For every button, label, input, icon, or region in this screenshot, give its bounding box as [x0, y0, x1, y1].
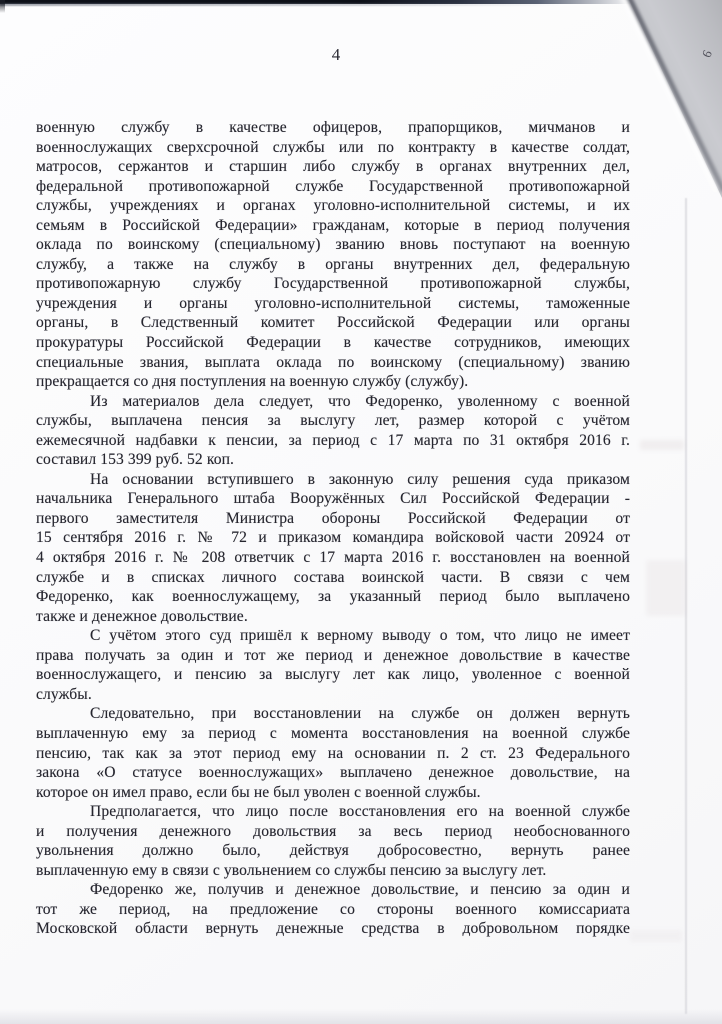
text-line: военнослужащего, и пенсию за выслугу лет как лицо, уволенное с военной	[36, 666, 630, 684]
text-line: закона «О статусе военнослужащих» выплачено денежное довольствие, на	[36, 764, 630, 782]
text-line: службы, учреждениях и органах уголовно-исполнительной системы, и их	[36, 197, 630, 215]
text-line: учреждения и органы уголовно-исполнительной системы, таможенные	[36, 294, 630, 312]
text-line: службы, выплачена пенсия за выслугу лет, размер которой с учётом	[36, 412, 630, 430]
document-body	[36, 118, 630, 939]
text-line: семьям в Российской Федерации» гражданам, которые в период получения	[36, 216, 630, 234]
text-line: также и денежное довольствие.	[36, 607, 248, 625]
text-line: Федоренко же, получив и денежное довольствие, и пенсию за один и	[90, 881, 630, 899]
text-line: 4 октября 2016 г. № 208 ответчик с 17 марта 2016 г. восстановлен на военной	[36, 549, 630, 567]
page-number: 4	[331, 45, 341, 64]
text-line: противопожарную службу Государственной противопожарной службы,	[36, 275, 630, 293]
text-line: федеральной противопожарной службе Государственной противопожарной	[36, 177, 630, 195]
text-line: военную службу в качестве офицеров, прапорщиков, мичманов и	[36, 119, 630, 136]
text-line: 15 сентября 2016 г. № 72 и приказом командира войсковой части 20924 от	[36, 529, 630, 547]
text-line: Из материалов дела следует, что Федоренко, уволенному с военной	[90, 392, 630, 410]
scan-bottom-shadow	[0, 1009, 722, 1024]
text-line: которое он имел право, если бы не был уволен с военной службы.	[36, 783, 481, 801]
text-line: ежемесячной надбавки к пенсии, за период с 17 марта по 31 октября 2016 г.	[36, 431, 630, 449]
text-line: С учётом этого суд пришёл к верному выводу о том, что лицо не имеет	[90, 627, 630, 645]
text-line: службе и в списках личного состава воинской части. В связи с чем	[36, 568, 630, 586]
text-line: права получать за один и тот же период и денежное довольствие в качестве	[36, 646, 630, 664]
text-line: выплаченную ему в связи с увольнением со службы пенсию за выслугу лет.	[36, 861, 547, 879]
ink-bleed-mark	[640, 440, 684, 450]
text-line: Федоренко, как военнослужащему, за указанный период было выплачено	[36, 588, 630, 606]
text-line: увольнения должно было, действуя добросовестно, вернуть ранее	[36, 842, 630, 860]
text-line: службу, а также на службу в органы внутренних дел, федеральную	[36, 255, 630, 273]
text-line: выплаченную ему за период с момента восстановления на военной службе	[36, 724, 630, 742]
text-line: первого заместителя Министра обороны Российской Федерации от	[36, 509, 630, 527]
text-line: пенсию, так как за этот период ему на основании п. 2 ст. 23 Федерального	[36, 744, 630, 762]
ink-bleed-mark	[630, 930, 682, 942]
text-line: прекращается со дня поступления на военную службу (службу).	[36, 373, 469, 391]
scan-top-edge-shadow	[0, 3, 560, 6]
text-line: службы.	[36, 685, 92, 703]
text-line: тот же период, на предложение со стороны военного комиссариата	[36, 900, 630, 918]
text-line: Следовательно, при восстановлении на службе он должен вернуть	[90, 705, 630, 723]
text-line: составил 153 399 руб. 52 коп.	[36, 451, 235, 469]
text-line: На основании вступившего в законную силу решения суда приказом	[90, 470, 630, 488]
text-line: оклада по воинскому (специальному) званию вновь поступают на военную	[36, 236, 630, 254]
text-line: матросов, сержантов и старшин либо службу в органах внутренних дел,	[36, 158, 630, 176]
text-line: прокуратуры Российской Федерации в качестве сотрудников, имеющих	[36, 334, 630, 352]
underlying-page-number: 6	[698, 47, 715, 60]
ink-bleed-mark	[646, 560, 686, 616]
text-line: военнослужащих сверхсрочной службы или по контракту в качестве солдат,	[36, 138, 630, 156]
text-line: и получения денежного довольствия за весь период необоснованного	[36, 822, 630, 840]
text-line: специальные звания, выплата оклада по воинскому (специальному) званию	[36, 353, 630, 371]
scan-left-corner-mark	[0, 0, 5, 13]
text-line: начальника Генерального штаба Вооружённых Сил Российской Федерации -	[36, 490, 630, 508]
text-line: Московской области вернуть денежные средства в добровольном порядке	[36, 920, 630, 938]
text-line: органы, в Следственный комитет Российской Федерации или органы	[36, 314, 630, 332]
text-line: Предполагается, что лицо после восстановления его на военной службе	[90, 803, 630, 821]
